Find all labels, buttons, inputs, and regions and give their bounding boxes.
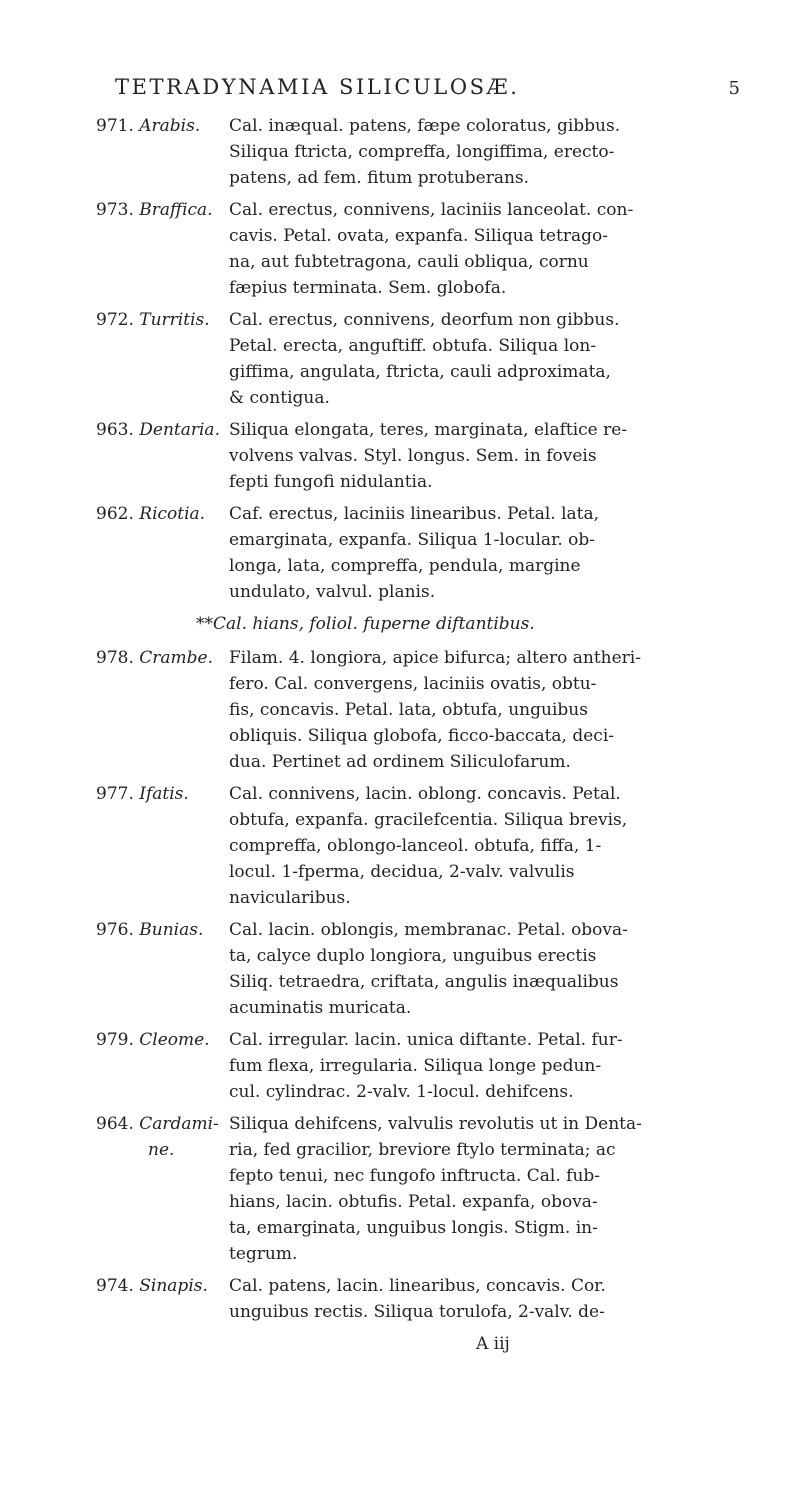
description-line: ria, fed gracilior, breviore ftylo terminata; ac — [229, 1140, 616, 1160]
description-line: emarginata, expanfa. Siliqua 1-locular. ob- — [229, 530, 595, 550]
description-line: Cal. inæqual. patens, fæpe coloratus, gibbus. — [229, 116, 621, 136]
description-line: Cal. erectus, connivens, laciniis lanceolat. con- — [229, 200, 634, 220]
description-line: hians, lacin. obtufis. Petal. expanfa, obova- — [229, 1192, 598, 1212]
description-line: fepti fungofi nidulantia. — [229, 472, 433, 492]
genus-entry — [96, 645, 776, 775]
description-line: fæpius terminata. Sem. globofa. — [229, 278, 507, 298]
description-line: Cal. connivens, lacin. oblong. concavis. Petal. — [229, 784, 621, 804]
note-marker: ** — [196, 614, 213, 634]
description-line: na, aut fubtetragona, cauli obliqua, cornu — [229, 252, 589, 272]
genus-description — [229, 113, 776, 191]
genus-entry — [96, 917, 776, 1021]
genus-entry — [96, 417, 776, 495]
description-line: Cal. patens, lacin. linearibus, concavis. Cor. — [229, 1276, 606, 1296]
entry-number: 978. — [96, 648, 140, 668]
entry-number: 972. — [96, 310, 140, 330]
description-line: fis, concavis. Petal. lata, obtufa, unguibus — [229, 700, 588, 720]
entry-number: 973. — [96, 200, 140, 220]
entry-number: 971. — [96, 116, 140, 136]
genus-entry — [96, 113, 776, 191]
description-line: Filam. 4. longiora, apice bifurca; altero antheri- — [229, 648, 641, 668]
genus-list — [96, 113, 776, 1357]
genus-name: Cardami- — [139, 1114, 219, 1134]
genus-description — [229, 417, 776, 495]
description-line: fum flexa, irregularia. Siliqua longe pedun- — [229, 1056, 602, 1076]
page-header — [115, 75, 740, 99]
genus-entry — [96, 307, 776, 411]
genus-name: Ricotia. — [139, 504, 206, 524]
description-line: ta, calyce duplo longiora, unguibus erectis — [229, 946, 597, 966]
description-line: longa, lata, compreffa, pendula, margine — [229, 556, 581, 576]
genus-name-continued: ne. — [148, 1140, 175, 1160]
genus-description — [229, 1027, 776, 1105]
genus-name: Ifatis. — [139, 784, 189, 804]
description-line: tegrum. — [229, 1244, 298, 1264]
description-line: volvens valvas. Styl. longus. Sem. in foveis — [229, 446, 597, 466]
running-head: TETRADYNAMIA SILICULOSÆ. — [115, 75, 520, 99]
genus-name: Crambe. — [139, 648, 214, 668]
description-line: locul. 1-fperma, decidua, 2-valv. valvulis — [229, 862, 575, 882]
genus-entry — [96, 1111, 776, 1267]
description-line: obliquis. Siliqua globofa, ficco-baccata, deci- — [229, 726, 614, 746]
description-line: Siliq. tetraedra, criftata, angulis inæqualibus — [229, 972, 619, 992]
description-line: unguibus rectis. Siliqua torulofa, 2-valv. de- — [229, 1302, 605, 1322]
description-line: & contigua. — [229, 388, 330, 408]
page-number: 5 — [728, 78, 740, 99]
description-line: acuminatis muricata. — [229, 998, 412, 1018]
genus-description — [229, 1273, 776, 1325]
genus-label — [96, 113, 229, 191]
entry-number: 974. — [96, 1276, 140, 1296]
genus-entry — [96, 781, 776, 911]
description-line: dua. Pertinet ad ordinem Siliculofarum. — [229, 752, 571, 772]
genus-name: Arabis. — [139, 116, 201, 136]
genus-description — [229, 645, 776, 775]
genus-label — [96, 501, 229, 605]
description-line: obtufa, expanfa. gracilefcentia. Siliqua brevis, — [229, 810, 628, 830]
signature-mark: A iij — [476, 1334, 510, 1354]
genus-entry — [96, 1027, 776, 1105]
description-line: ta, emarginata, unguibus longis. Stigm. in- — [229, 1218, 598, 1238]
entry-number: 962. — [96, 504, 140, 524]
genus-label — [96, 645, 229, 775]
genus-description — [229, 197, 776, 301]
description-line: Caf. erectus, laciniis linearibus. Petal. lata, — [229, 504, 600, 524]
description-line: cul. cylindrac. 2-valv. 1-locul. dehifcens. — [229, 1082, 574, 1102]
description-line: Petal. erecta, anguftiff. obtufa. Siliqua lon- — [229, 336, 597, 356]
genus-label — [96, 197, 229, 301]
genus-label — [96, 417, 229, 495]
genus-entry — [96, 1273, 776, 1325]
description-line: Cal. erectus, connivens, deorfum non gibbus. — [229, 310, 620, 330]
genus-name: Turritis. — [139, 310, 210, 330]
subsection-note — [96, 611, 776, 637]
genus-description — [229, 917, 776, 1021]
genus-name: Dentaria. — [139, 420, 220, 440]
genus-description — [229, 501, 776, 605]
genus-name: Cleome. — [139, 1030, 210, 1050]
description-line: compreffa, oblongo-lanceol. obtufa, fiffa, 1- — [229, 836, 602, 856]
description-line: Cal. irregular. lacin. unica diftante. Petal. fur- — [229, 1030, 623, 1050]
entry-number: 964. — [96, 1114, 140, 1134]
entry-number: 963. — [96, 420, 140, 440]
note-text: Cal. hians, foliol. fuperne diftantibus. — [213, 614, 535, 634]
genus-name: Bunias. — [139, 920, 204, 940]
description-line: Cal. lacin. oblongis, membranac. Petal. obova- — [229, 920, 628, 940]
genus-description — [229, 307, 776, 411]
description-line: Siliqua dehifcens, valvulis revolutis ut in Denta- — [229, 1114, 642, 1134]
description-line: navicularibus. — [229, 888, 351, 908]
genus-name: Braffica. — [139, 200, 213, 220]
description-line: fero. Cal. convergens, laciniis ovatis, obtu- — [229, 674, 597, 694]
entry-number: 976. — [96, 920, 140, 940]
description-line: patens, ad fem. fitum protuberans. — [229, 168, 530, 188]
description-line: Siliqua elongata, teres, marginata, elaftice re- — [229, 420, 628, 440]
entry-number: 979. — [96, 1030, 140, 1050]
description-line: giffima, angulata, ftricta, cauli adproximata, — [229, 362, 611, 382]
genus-label — [96, 917, 229, 1021]
description-line: fepto tenui, nec fungofo inftructa. Cal. fub- — [229, 1166, 601, 1186]
genus-label — [96, 1273, 229, 1325]
genus-name: Sinapis. — [139, 1276, 208, 1296]
genus-label — [96, 781, 229, 911]
genus-label — [96, 1027, 229, 1105]
genus-entry — [96, 501, 776, 605]
description-line: cavis. Petal. ovata, expanfa. Siliqua tetrago- — [229, 226, 608, 246]
genus-label — [96, 307, 229, 411]
genus-description — [229, 781, 776, 911]
genus-entry — [96, 197, 776, 301]
genus-description — [229, 1111, 776, 1267]
description-line: undulato, valvul. planis. — [229, 582, 436, 602]
entry-number: 977. — [96, 784, 140, 804]
description-line: Siliqua ftricta, compreffa, longiffima, erecto- — [229, 142, 615, 162]
genus-label — [96, 1111, 229, 1267]
